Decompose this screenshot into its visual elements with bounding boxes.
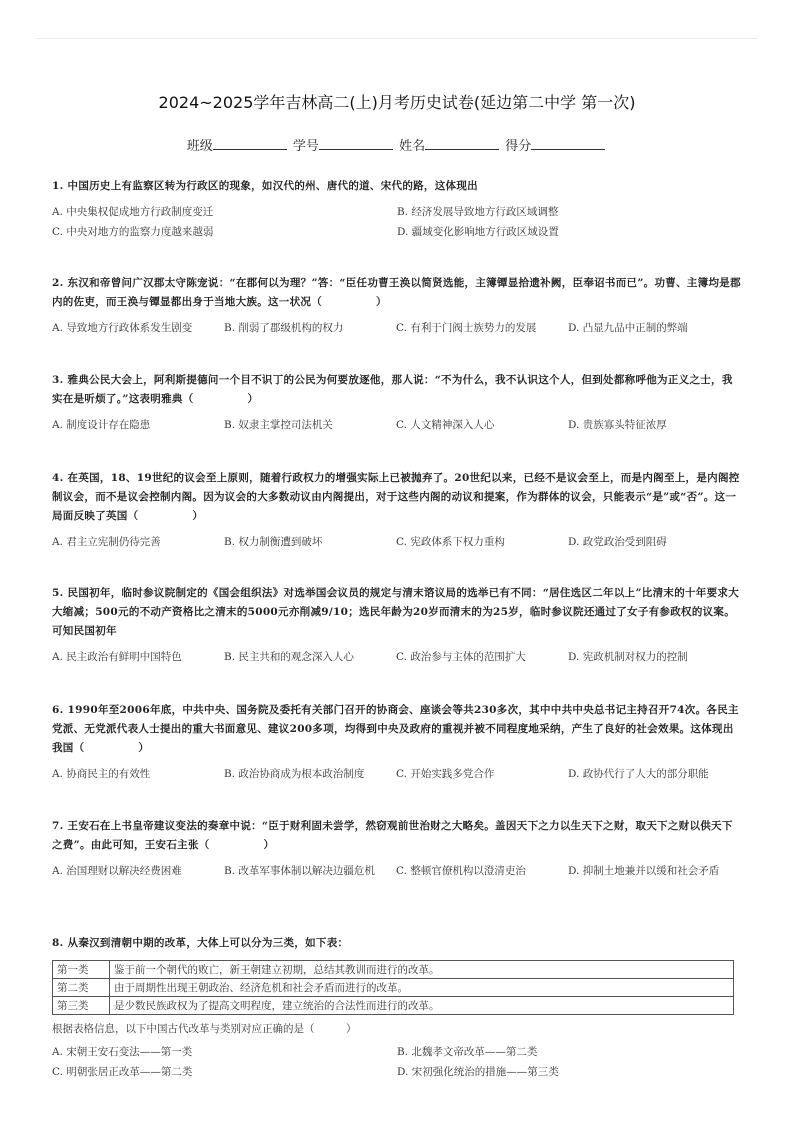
options <box>52 766 742 782</box>
option-d[interactable]: D. 凸显九品中正制的弊端 <box>568 322 688 334</box>
name-label: 姓名 <box>399 139 426 154</box>
option-a[interactable]: A. 制度设计存在隐患 <box>52 419 151 431</box>
options <box>52 534 742 550</box>
score-label: 得分 <box>505 139 532 154</box>
option-d[interactable]: D. 抑制土地兼并以缓和社会矛盾 <box>568 865 720 877</box>
question-stem: 3. 雅典公民大会上，阿利斯提德问一个目不识丁的公民为何要放逐他，那人说：“不为什么，我不认识这个人，但到处都称呼他为正义之士，我实在是听烦了。”这表明雅典（ ） <box>52 374 733 405</box>
option-c[interactable]: C. 人文精神深入人心 <box>396 419 495 431</box>
question-6 <box>52 701 742 782</box>
question-stem: 4. 在英国，18、19世纪的议会至上原则，随着行政权力的增强实际上已被抛弃了。20世纪以来，已经不是议会至上，而是内阁至上，是内阁控制议会，而不是议会控制内阁。因为议会的大多数动议由内阁提出，对于这些内阁的动议和提案，作为群体的议会，只能表示“是”或“否”。这一局面反映了英国（ ） <box>52 472 740 522</box>
options <box>52 320 742 336</box>
student-info-line <box>0 135 794 154</box>
table-cell: 是少数民族政权为了提高文明程度，建立统治的合法性而进行的改革。 <box>110 997 734 1015</box>
question-stem: 7. 王安石在上书皇帝建议变法的奏章中说：“臣于财利固未尝学，然窃观前世治财之大略矣。盖因天下之力以生天下之财，取天下之财以供天下之费”。由此可知，王安石主张（ ） <box>52 820 733 851</box>
question-5 <box>52 584 742 665</box>
header-rule <box>36 38 758 39</box>
question-prompt: 根据表格信息，以下中国古代改革与类别对应正确的是（ ） <box>52 1023 357 1035</box>
option-a[interactable]: A. 民主政治有鲜明中国特色 <box>52 651 182 663</box>
score-blank[interactable] <box>531 137 605 150</box>
option-a[interactable]: A. 宋朝王安石变法——第一类 <box>52 1046 193 1058</box>
question-2 <box>52 274 742 336</box>
number-blank[interactable] <box>319 137 393 150</box>
options <box>52 649 742 665</box>
option-c[interactable]: C. 中央对地方的监察力度越来越弱 <box>52 226 214 238</box>
option-d[interactable]: D. 疆域变化影响地方行政区域设置 <box>397 226 559 238</box>
option-b[interactable]: B. 改革军事体制以解决边疆危机 <box>224 865 375 877</box>
question-3 <box>52 371 742 433</box>
option-b[interactable]: B. 奴隶主掌控司法机关 <box>224 419 333 431</box>
option-a[interactable]: A. 治国理财以解决经费困难 <box>52 865 182 877</box>
reform-category-table <box>52 960 734 1015</box>
table-row <box>53 961 734 979</box>
options <box>52 204 742 240</box>
option-b[interactable]: B. 民主共和的观念深入人心 <box>224 651 354 663</box>
option-a[interactable]: A. 协商民主的有效性 <box>52 768 151 780</box>
option-b[interactable]: B. 北魏孝文帝改革——第二类 <box>397 1046 538 1058</box>
number-label: 学号 <box>292 139 319 154</box>
table-row <box>53 997 734 1015</box>
page-title: 2024~2025学年吉林高二(上)月考历史试卷(延边第二中学 第一次) <box>158 93 636 112</box>
option-a[interactable]: A. 君主立宪制仍待完善 <box>52 536 161 548</box>
option-d[interactable]: D. 宪政机制对权力的控制 <box>568 651 688 663</box>
question-stem: 6. 1990年至2006年底，中共中央、国务院及委托有关部门召开的协商会、座谈会等共230多次，其中中共中央总书记主持召开74次。各民主党派、无党派代表人士提出的重大书面意见、建议200多项，均得到中央及政府的重视并被不同程度地采纳，产生了良好的社会效果。这体现出我国（ ） <box>52 704 739 754</box>
question-stem: 5. 民国初年，临时参议院制定的《国会组织法》对选举国会议员的规定与清末谘议局的选举已有不同：“居住选区二年以上”比清末的十年要求大大缩减；500元的不动产资格比之清末的5000元亦削减9/10；选民年龄为20岁而清末的为25岁，临时参议院还通过了女子有参政权的议案。可知民国初年 <box>52 587 739 637</box>
question-8 <box>52 934 742 1080</box>
option-a[interactable]: A. 导致地方行政体系发生剧变 <box>52 322 193 334</box>
option-d[interactable]: D. 贵族寡头特征浓厚 <box>568 419 667 431</box>
question-stem: 8. 从秦汉到清朝中期的改革，大体上可以分为三类，如下表： <box>52 937 349 949</box>
question-stem: 1. 中国历史上有监察区转为行政区的现象，如汉代的州、唐代的道、宋代的路，这体现出 <box>52 180 478 192</box>
option-b[interactable]: B. 权力制衡遭到破坏 <box>224 536 323 548</box>
question-7 <box>52 817 742 879</box>
question-4 <box>52 469 742 550</box>
question-1 <box>52 177 742 240</box>
table-cell: 由于周期性出现王朝政治、经济危机和社会矛盾而进行的改革。 <box>110 979 734 997</box>
option-d[interactable]: D. 宋初强化统治的措施——第三类 <box>397 1066 559 1078</box>
option-c[interactable]: C. 开始实践多党合作 <box>396 768 495 780</box>
option-a[interactable]: A. 中央集权促成地方行政制度变迁 <box>52 206 214 218</box>
table-cell: 第二类 <box>53 979 110 997</box>
option-c[interactable]: C. 宪政体系下权力重构 <box>396 536 505 548</box>
option-c[interactable]: C. 有利于门阀士族势力的发展 <box>396 322 537 334</box>
table-cell: 鉴于前一个朝代的败亡，新王朝建立初期，总结其教训而进行的改革。 <box>110 961 734 979</box>
question-stem: 2. 东汉和帝曾问广汉郡太守陈宠说：“在郡何以为理？”答：“臣任功曹王涣以简贤选能，主簿镡显拾遗补阙，臣奉诏书而已”。功曹、主簿均是郡内的佐吏，而王涣与镡显都出身于当地大族。这一状况（ ） <box>52 277 741 308</box>
option-b[interactable]: B. 政治协商成为根本政治制度 <box>224 768 365 780</box>
table-cell: 第三类 <box>53 997 110 1015</box>
options <box>52 1044 742 1080</box>
options <box>52 863 742 879</box>
table-row <box>53 979 734 997</box>
option-c[interactable]: C. 明朝张居正改革——第二类 <box>52 1066 193 1078</box>
option-c[interactable]: C. 政治参与主体的范围扩大 <box>396 651 526 663</box>
name-blank[interactable] <box>425 137 499 150</box>
option-d[interactable]: D. 政党政治受到阻碍 <box>568 536 667 548</box>
table-cell: 第一类 <box>53 961 110 979</box>
option-c[interactable]: C. 整顿官僚机构以澄清吏治 <box>396 865 526 877</box>
option-b[interactable]: B. 经济发展导致地方行政区域调整 <box>397 206 559 218</box>
class-label: 班级 <box>186 139 213 154</box>
class-blank[interactable] <box>213 137 287 150</box>
options <box>52 417 742 433</box>
option-b[interactable]: B. 削弱了郡级机构的权力 <box>224 322 344 334</box>
option-d[interactable]: D. 政协代行了人大的部分职能 <box>568 768 709 780</box>
